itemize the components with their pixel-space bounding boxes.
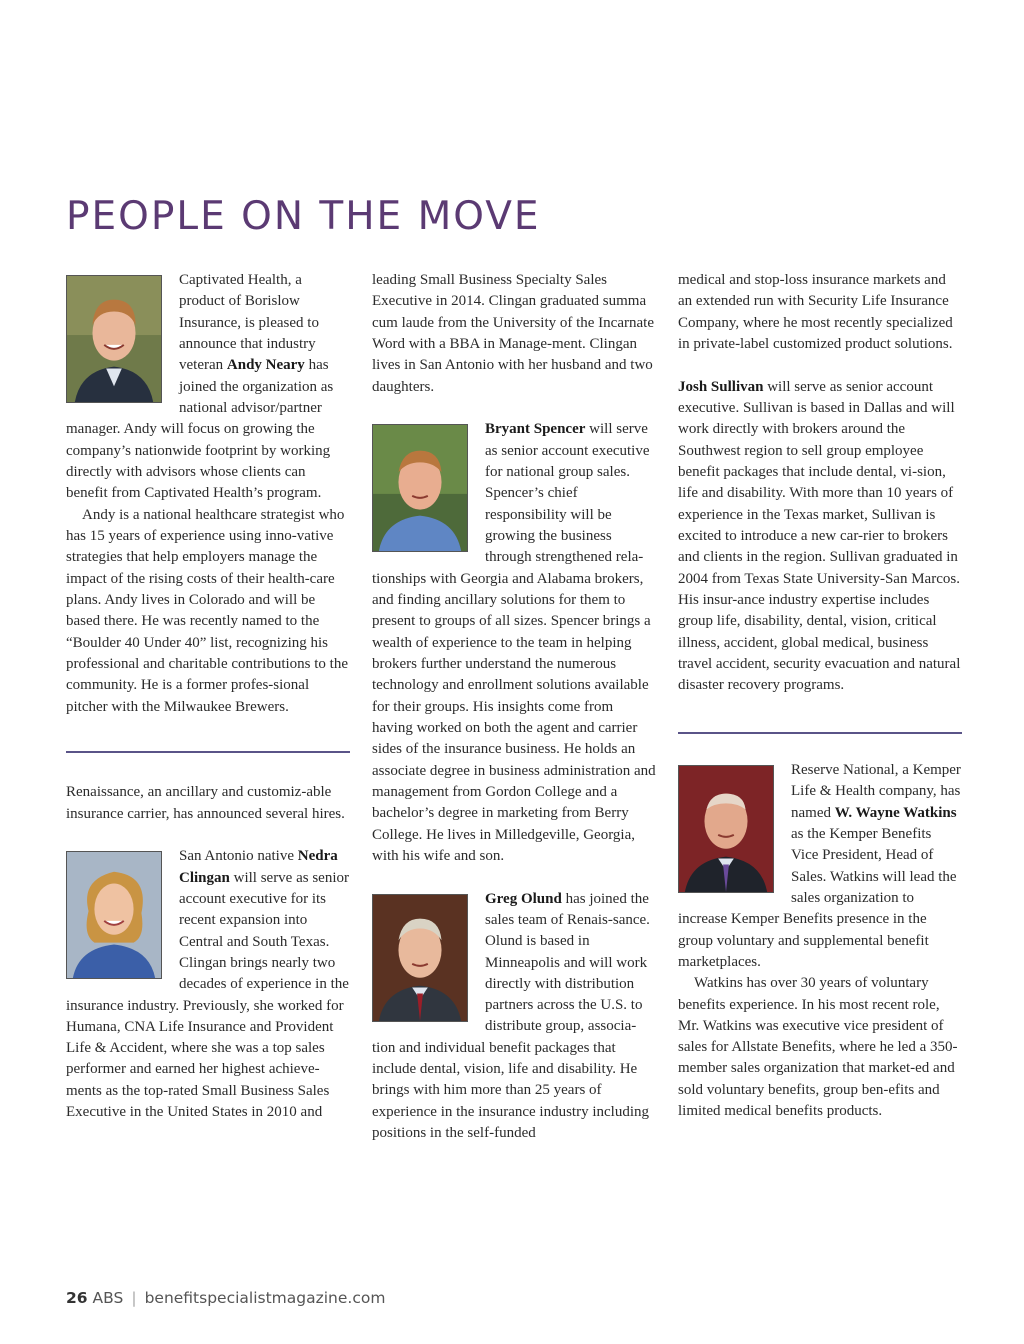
greg-olund-bio: has joined the sales team of Renais-sance. Olund is based in Minneapolis and will work directly with distribution partners across the U.S. to distribute group, associa-tion and individual benefit packages that include dental, vision, life and disability. He brings with him more than 25 years of experience in the insurance industry including positions in the self-funded: [372, 890, 650, 1142]
name-greg-olund: Greg Olund: [485, 890, 562, 907]
andy-neary-intro: Captivated Health, a product of Borislow Insurance, is pleased to announce that industry veteran: [179, 272, 319, 374]
nedra-clingan-bio-continued: leading Small Business Specialty Sales Executive in 2014. Clingan graduated summa cum laude from the University of the Incarnate Word with a BBA in Manage-ment. Clingan lives in San Antonio with her husband and two daughters.: [372, 272, 654, 395]
photo-andy-neary: [66, 275, 162, 403]
nedra-clingan-intro: San Antonio native: [179, 848, 298, 865]
name-w-wayne-watkins: W. Wayne Watkins: [834, 804, 957, 821]
photo-greg-olund: [372, 894, 468, 1022]
josh-sullivan-bio: will serve as senior account executive. Sullivan is based in Dallas and will work directly with brokers around the Southwest region to sell group employee benefit packages that include dental, vi-sion, life and disability. With more than 10 years of experience in the Texas market, Sullivan is excited to introduce a new car-rier to brokers and clients in the region. Sullivan graduated in 2004 from Texas State University-San Marcos. His insur-ance industry expertise includes group life, disability, dental, vision, critical illness, accident, global medical, business travel accident, security evacuation and natural disaster recovery programs.: [678, 378, 961, 694]
footer-website: benefitspecialistmagazine.com: [144, 1289, 386, 1307]
page-footer: [66, 1289, 385, 1307]
name-bryant-spencer: Bryant Spencer: [485, 421, 586, 438]
name-josh-sullivan: Josh Sullivan: [678, 378, 764, 395]
andy-neary-role: has joined the organization as national advisor/partner manager. Andy will focus on growing the company’s nationwide footprint by working directly with advisors whose clients can benefit from Captivated Health’s program.: [66, 357, 334, 502]
photo-bryant-spencer: [372, 424, 468, 552]
column-3: [678, 270, 962, 1122]
w-wayne-watkins-bio: Watkins has over 30 years of voluntary benefits experience. In his most recent role, Mr. Watkins was executive vice president of sales for Allstate Benefits, where he led a 350-member sales organization that market-ed and sold voluntary benefits, group ben-efits and limited medical benefits products.: [678, 975, 958, 1120]
footer-section: ABS: [92, 1289, 124, 1307]
w-wayne-watkins-intro: Reserve National, a Kemper Life & Health company, has named: [791, 761, 961, 821]
photo-nedra-clingan: [66, 851, 162, 979]
w-wayne-watkins-role: as the Kemper Benefits Vice President, Head of Sales. Watkins will lead the sales organization to increase Kemper Benefits presence in the group voluntary and supplemental benefit marketplaces.: [678, 825, 957, 970]
andy-neary-bio: Andy is a national healthcare strategist who has 15 years of experience using inno-vative strategies that help employers manage the impact of the rising costs of their health-care plans. Andy lives in Colorado and will be based there. He was recently named to the “Boulder 40 Under 40” list, recognizing his professional and charitable contributions to the community. He is a former profes-sional pitcher with the Milwaukee Brewers.: [66, 506, 349, 715]
footer-separator: |: [131, 1289, 137, 1307]
name-nedra-clingan: Nedra Clingan: [179, 848, 338, 886]
renaissance-intro: Renaissance, an ancillary and customiz-able insurance carrier, has announced several hires.: [66, 784, 345, 822]
page-title: PEOPLE ON THE MOVE: [66, 194, 541, 239]
page-number: 26: [66, 1289, 88, 1307]
bryant-spencer-bio: will serve as senior account executive for national group sales. Spencer’s chief responsibility will be growing the business through strengthened rela-tionships with Georgia and Alabama brokers, and finding ancillary solutions for them to present to groups of all sizes. Spencer brings a wealth of experience to the team in helping brokers further understand the numerous technology and enrollment solutions available for their groups. His insights come from having worked on both the agent and carrier sides of the insurance business. He holds an associate degree in business administration and management from Gordon College and a bachelor’s degree in marketing from Berry College. He lives in Milledgeville, Georgia, with his wife and son.: [372, 421, 656, 864]
nedra-clingan-bio: will serve as senior account executive for its recent expansion into Central and South Texas. Clingan brings nearly two decades of experience in the insurance industry. Previously, she worked for Humana, CNA Life Insurance and Provident Life & Accident, where she was a top sales performer and earned her highest achieve-ments as the top-rated Small Business Sales Executive in the United States in 2010 and: [66, 869, 349, 1121]
column-2: [372, 270, 656, 1144]
column-1: [66, 270, 350, 1123]
photo-w-wayne-watkins: [678, 765, 774, 893]
name-andy-neary: Andy Neary: [226, 357, 305, 374]
greg-olund-bio-continued: medical and stop-loss insurance markets and an extended run with Security Life Insurance Company, where he most recently specialized in private-label customized product solutions.: [678, 272, 953, 352]
